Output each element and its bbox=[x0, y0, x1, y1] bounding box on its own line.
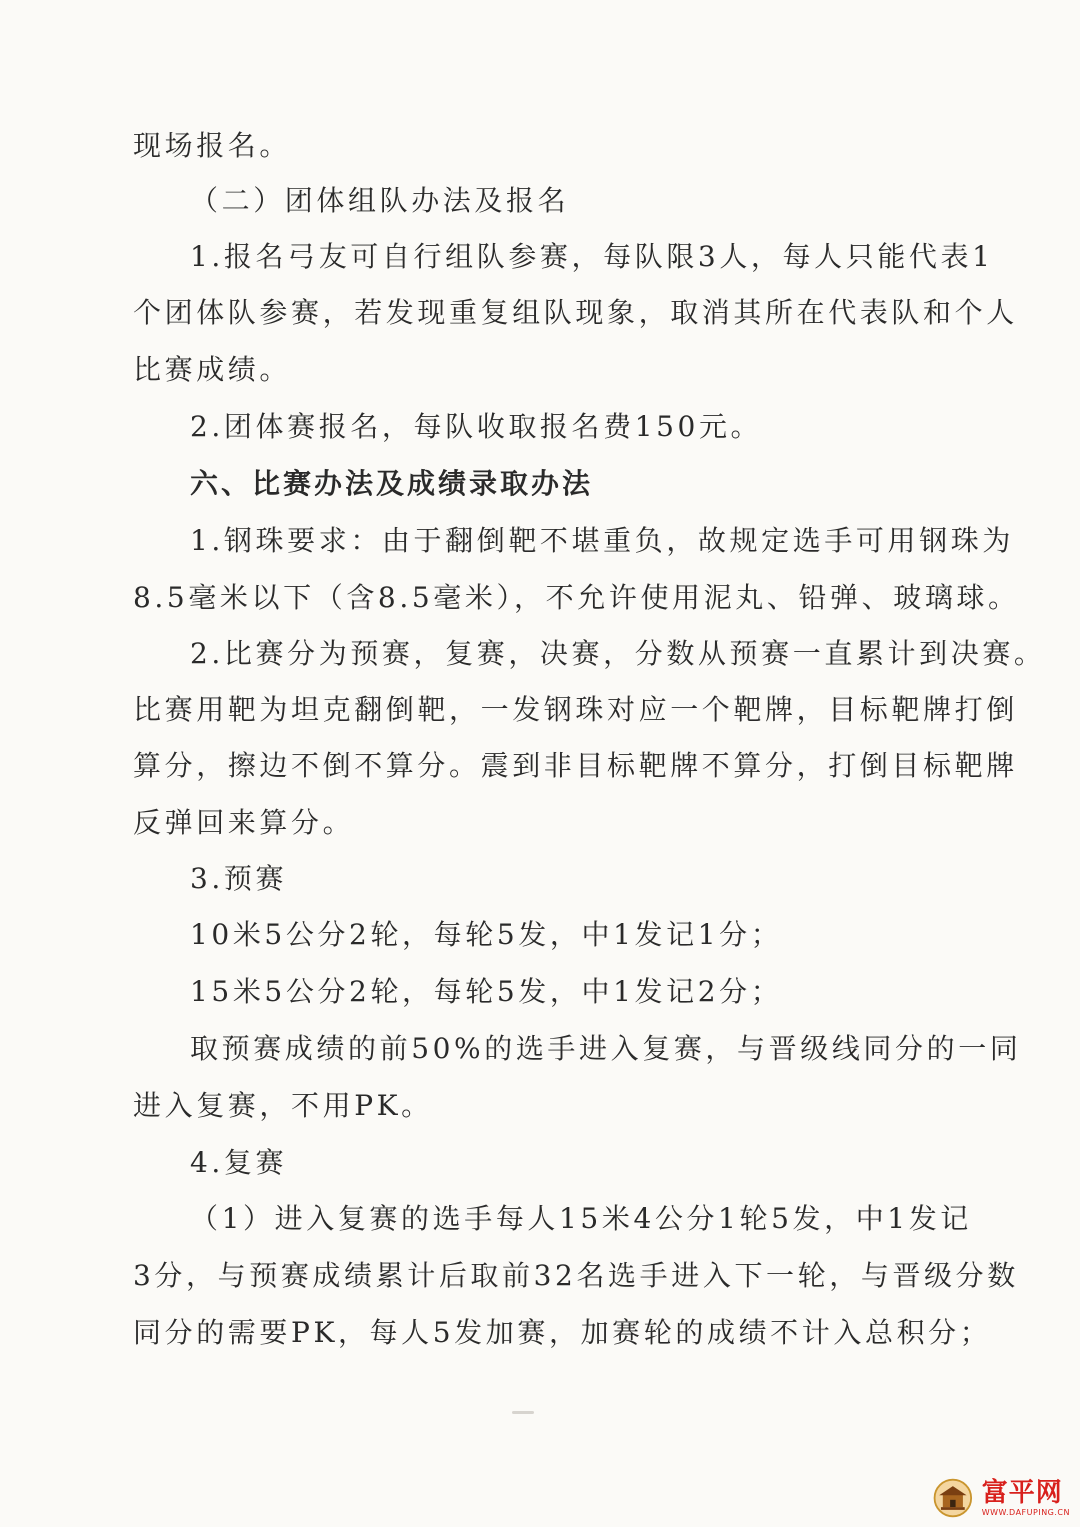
text-line: 取预赛成绩的前50%的选手进入复赛，与晋级线同分的一同 bbox=[190, 1032, 1022, 1065]
text-line: 15米5公分2轮，每轮5发，中1发记2分； bbox=[190, 975, 783, 1008]
text-line: 同分的需要PK，每人5发加赛，加赛轮的成绩不计入总积分； bbox=[133, 1316, 992, 1349]
text-line: （1）进入复赛的选手每人15米4公分1轮5发，中1发记 bbox=[190, 1202, 972, 1235]
text-line: 比赛用靶为坦克翻倒靶，一发钢珠对应一个靶牌，目标靶牌打倒 bbox=[133, 693, 1018, 726]
subsection-heading: （二）团体组队办法及报名 bbox=[190, 184, 570, 217]
building-logo-icon bbox=[930, 1476, 976, 1520]
text-line: 反弹回来算分。 bbox=[133, 806, 355, 839]
text-line: 算分，擦边不倒不算分。震到非目标靶牌不算分，打倒目标靶牌 bbox=[133, 749, 1018, 782]
subsection-heading: 3.预赛 bbox=[190, 862, 288, 895]
subsection-heading: 4.复赛 bbox=[190, 1146, 288, 1179]
text-line: 1.钢珠要求：由于翻倒靶不堪重负，故规定选手可用钢珠为 bbox=[190, 524, 1014, 557]
text-line: 比赛成绩。 bbox=[133, 353, 292, 386]
text-line: 进入复赛，不用PK。 bbox=[133, 1089, 433, 1122]
section-heading: 六、比赛办法及成绩录取办法 bbox=[190, 467, 594, 500]
watermark-title: 富平网 bbox=[981, 1477, 1063, 1508]
text-line: 3分，与预赛成绩累计后取前32名选手进入下一轮，与晋级分数 bbox=[133, 1259, 1019, 1292]
text-line: 2.团体赛报名，每队收取报名费150元。 bbox=[190, 410, 763, 443]
text-line: 1.报名弓友可自行组队参赛，每队限3人，每人只能代表1 bbox=[190, 240, 994, 273]
scan-mark bbox=[512, 1411, 534, 1414]
text-line: 现场报名。 bbox=[133, 129, 292, 162]
text-line: 个团体队参赛，若发现重复组队现象，取消其所在代表队和个人 bbox=[133, 296, 1018, 329]
watermark bbox=[930, 1473, 1070, 1523]
text-line: 2.比赛分为预赛，复赛，决赛，分数从预赛一直累计到决赛。 bbox=[190, 637, 1046, 670]
text-line: 8.5毫米以下（含8.5毫米），不允许使用泥丸、铅弹、玻璃球。 bbox=[133, 581, 1020, 614]
text-line: 10米5公分2轮，每轮5发，中1发记1分； bbox=[190, 918, 783, 951]
watermark-subtitle: WWW.DAFUPING.CN bbox=[981, 1507, 1070, 1517]
